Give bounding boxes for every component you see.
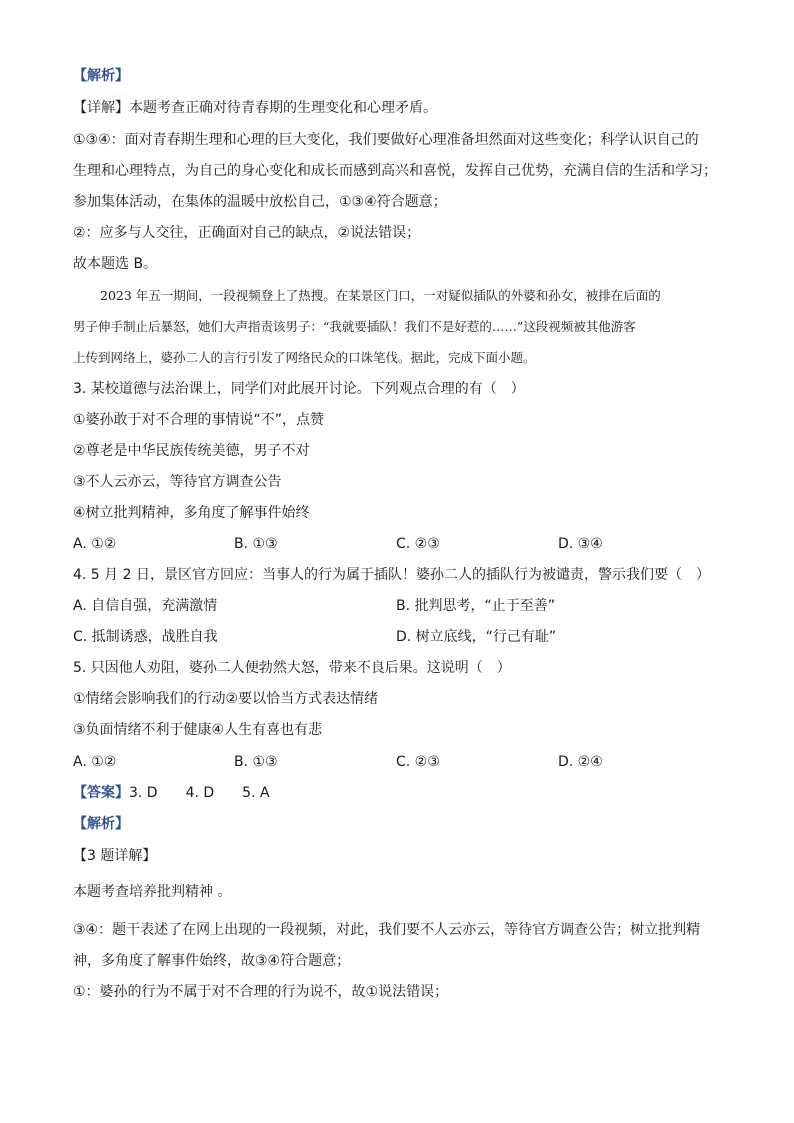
question-3: 3. 某校道德与法治课上，同学们对此展开讨论。下列观点合理的有（ ）	[73, 381, 525, 397]
q3-statement-2: ②尊老是中华民族传统美德，男子不对	[73, 443, 310, 459]
q3-detail-heading: 【3 题详解】	[73, 848, 157, 864]
q3-statement-3: ③不人云亦云，等待官方调查公告	[73, 474, 282, 490]
q4-option-d: D. 树立底线，“行己有耻”	[396, 629, 557, 645]
q5-option-b: B. ①③	[234, 754, 278, 770]
q3-option-b: B. ①③	[234, 536, 278, 552]
q5-statements-2: ③负面情绪不利于健康④人生有喜也有悲	[73, 722, 323, 738]
conclusion-line: 故本题选 B。	[73, 256, 158, 272]
q4-option-c: C. 抵制诱惑，战胜自我	[73, 629, 218, 645]
q3-explanation-2: 神，多角度了解事件始终，故③④符合题意；	[73, 953, 351, 969]
explanation-line-3: 参加集体活动，在集体的温暖中放松自己，①③④符合题意；	[73, 194, 447, 210]
question-5: 5. 只因他人劝阻，婆孙二人便勃然大怒，带来不良后果。这说明（ ）	[73, 660, 511, 676]
q3-explanation-3: ①：婆孙的行为不属于对不合理的行为说不，故①说法错误；	[73, 984, 449, 1000]
answer-text: 3. D 4. D 5. A	[129, 785, 270, 801]
q4-option-a: A. 自信自强，充满激情	[73, 598, 218, 614]
explanation-line-2: 生理和心理特点，为自己的身心变化和成长而感到高兴和喜悦，发挥自己优势，充满自信的生活和学习；	[73, 163, 717, 179]
q5-option-a: A. ①②	[73, 754, 117, 770]
q3-statement-1: ①婆孙敢于对不合理的事情说“不”，点赞	[73, 412, 325, 428]
q3-option-d: D. ③④	[558, 536, 603, 552]
q5-option-c: C. ②③	[396, 754, 440, 770]
answer-tag: 【答案】	[73, 785, 129, 801]
q3-option-c: C. ②③	[396, 536, 440, 552]
answer-line	[73, 783, 734, 803]
explanation-line-1: ①③④：面对青春期生理和心理的巨大变化，我们要做好心理准备坦然面对这些变化；科学认识自己的	[73, 132, 699, 148]
analysis-heading: 【解析】	[73, 68, 129, 84]
q3-statement-4: ④树立批判精神，多角度了解事件始终	[73, 505, 310, 521]
passage-line-2: 男子伸手制止后暴怒，她们大声指责该男子：“我就要插队！我们不是好惹的……”这段视频被其他游客	[73, 319, 636, 334]
detail-tag: 【详解】	[73, 100, 129, 116]
question-4: 4. 5 月 2 日，景区官方回应：当事人的行为属于插队！婆孙二人的插队行为被谴责，警示我们要（ ）	[73, 567, 710, 583]
q5-option-d: D. ②④	[558, 754, 603, 770]
passage-line-3: 上传到网络上，婆孙二人的言行引发了网络民众的口诛笔伐。据此，完成下面小题。	[73, 350, 536, 365]
q5-statements-1: ①情绪会影响我们的行动②要以恰当方式表达情绪	[73, 691, 379, 707]
q3-option-a: A. ①②	[73, 536, 117, 552]
analysis-heading-2: 【解析】	[73, 816, 129, 832]
detail-text: 本题考查正确对待青春期的生理变化和心理矛盾。	[129, 100, 437, 116]
q3-explanation-1: ③④：题干表述了在网上出现的一段视频，对此，我们要不人云亦云，等待官方调查公告；树立批判精	[73, 922, 701, 938]
explanation-line-4: ②：应多与人交往，正确面对自己的缺点，②说法错误；	[73, 225, 421, 241]
passage-line-1: 2023 年五一期间，一段视频登上了热搜。在某景区门口，一对疑似插队的外婆和孙女，被排在后面的	[100, 288, 661, 303]
topic-line: 本题考查培养批判精神 。	[73, 884, 232, 900]
q4-option-b: B. 批判思考，“止于至善”	[396, 598, 556, 614]
detail-line	[73, 98, 734, 118]
